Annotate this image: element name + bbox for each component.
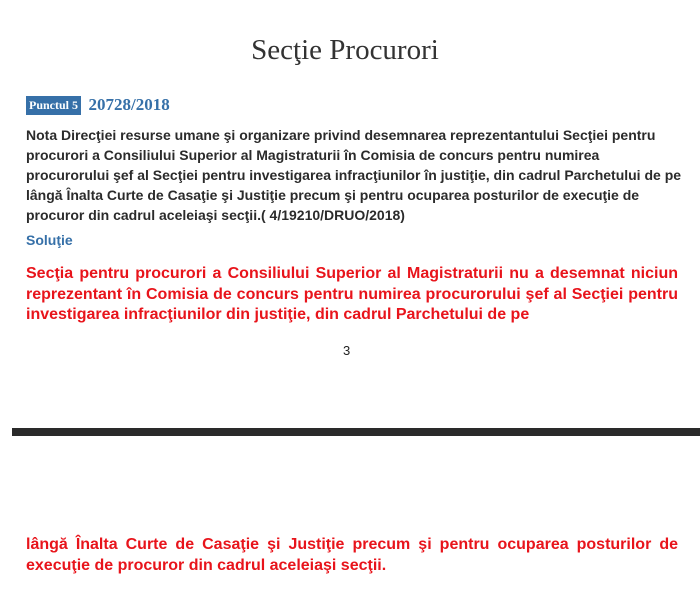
page-title: Secţie Procurori [251,34,439,66]
nota-text: Nota Direcţiei resurse umane şi organizare privind desemnarea reprezentantului Secţiei pentru procurori a Consiliului Superior al Magistraturii în Comisia de concurs pentru numirea procurorului şef al Secţiei pentru investigarea infracţiunilor în justiţie, din cadrul Parchetului de pe lângă Înalta Curte de Casaţie şi Justiţie precum şi pentru ocuparea posturilor de execuţie de procuror din cadrul aceleiaşi secţii.( 4/19210/DRUO/2018) [26,127,682,223]
solutie-text-part1: Secţia pentru procurori a Consiliului Superior al Magistraturii nu a desemnat niciun reprezentant în Comisia de concurs pentru numirea procurorului şef al Secţiei pentru investigarea infracţiunilor din justiţie, din cadrul Parchetului de pe [26,265,678,323]
item-badge: Punctul 5 [26,96,81,115]
page-break-divider [12,428,700,436]
item-number: 20728/2018 [88,95,170,114]
item-header [26,95,170,117]
page-number: 3 [343,343,351,358]
solutie-heading: Soluţie [26,232,73,248]
solutie-text-part2: lângă Înalta Curte de Casaţie şi Justiţie precum şi pentru ocuparea posturilor de execuţie de procuror din cadrul aceleiaşi secţii. [26,536,678,574]
